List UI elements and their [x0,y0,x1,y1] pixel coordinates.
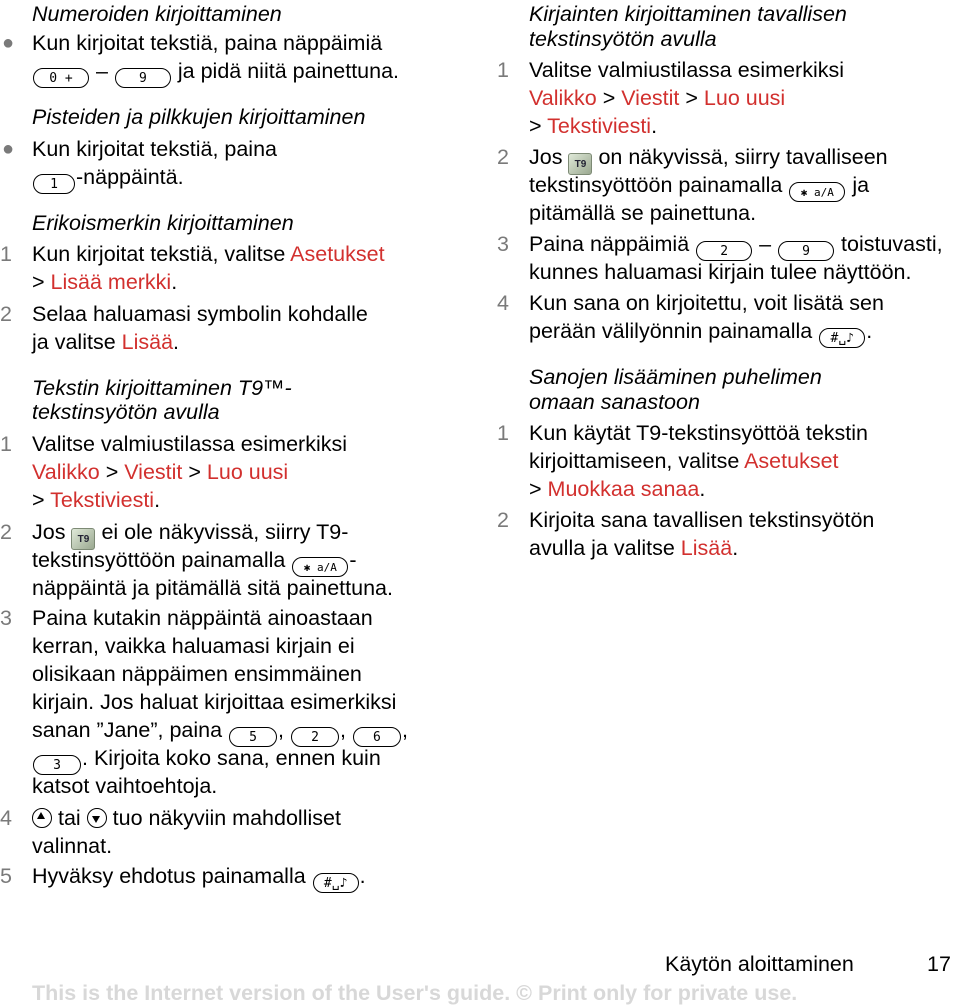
bullet-icon: ● [2,138,15,160]
heading-dictionary-2: omaan sanastoon [529,390,700,414]
special-step-1-cont: > Lisää merkki. [32,270,178,294]
t9-step-4-cont: valinnat. [32,834,113,858]
t9-icon: T9 [71,528,95,550]
dictionary-step-1-b: kirjoittamiseen, valitse [529,449,740,473]
step-number: 1 [497,421,509,445]
step-number: 2 [0,302,12,326]
special-step-2: Selaa haluamasi symbolin kohdalle [32,302,368,326]
t9-step-1-menu: Valikko > Viestit > Luo uusi [32,460,289,484]
t9-step-3-l4: kirjain. Jos haluat kirjoittaa esimerkiksi [32,690,397,714]
dictionary-step-1-menu: > Muokkaa sanaa. [529,477,706,501]
heading-punctuation: Pisteiden ja pilkkujen kirjoittaminen [32,105,366,129]
heading-special-chars: Erikoismerkin kirjoittaminen [32,211,294,235]
step-number: 3 [497,232,509,256]
multitap-step-1-menu-cont: > Tekstiviesti. [529,114,658,138]
t9-step-3-l7: katsot vaihtoehtoja. [32,774,218,798]
dictionary-step-1: Kun käytät T9-tekstinsyöttöä tekstin [529,421,868,445]
menu-luo-uusi: Luo uusi [206,460,289,484]
menu-viestit: Viestit [621,86,680,110]
punctuation-bullet-text: Kun kirjoitat tekstiä, paina [32,137,277,161]
multitap-step-3-b: toistuvasti, [841,232,943,256]
heading-multitap-1: Kirjainten kirjoittaminen tavallisen [529,2,847,26]
menu-lisaa: Lisää [121,330,174,354]
multitap-step-2-b: on näkyvissä, siirry tavalliseen [598,145,888,169]
t9-step-4-a: tai [57,806,81,830]
t9-step-5-text: Hyväksy ehdotus painamalla [32,864,306,888]
t9-icon: T9 [568,153,592,175]
punctuation-bullet-keys [32,163,184,194]
menu-asetukset: Asetukset [290,242,385,266]
key-9-icon: 9 [115,68,171,88]
multitap-step-2-d: ja [852,173,870,197]
star-key-icon: ✱ a/A [292,557,348,577]
nav-down-icon [87,808,107,828]
t9-step-2-c: tekstinsyöttöön painamalla [32,548,286,572]
menu-tekstiviesti: Tekstiviesti [547,114,652,138]
watermark: This is the Internet version of the User's guide. © Print only for private use. [32,981,798,1005]
t9-step-2-d: näppäintä ja pitämällä sitä painettuna. [32,576,393,600]
t9-step-2-a: Jos [32,520,66,544]
step-number: 2 [497,508,509,532]
numbers-bullet-tail: ja pidä niitä painettuna. [177,59,400,83]
t9-step-2-b: ei ole näkyvissä, siirry T9- [101,520,349,544]
menu-tekstiviesti: Tekstiviesti [50,488,155,512]
multitap-step-2-e: pitämällä se painettuna. [529,201,757,225]
special-step-1 [32,240,385,268]
multitap-step-3-c: kunnes haluamasi kirjain tulee näyttöön. [529,260,912,284]
hash-key-icon: #␣♪ [313,873,359,893]
menu-muokkaa-sanaa: Muokkaa sanaa [547,477,700,501]
key-2-icon: 2 [696,241,752,261]
menu-asetukset: Asetukset [744,449,839,473]
step-number: 2 [0,520,12,544]
heading-t9-1: Tekstin kirjoittaminen T9™- [32,376,292,400]
page-number: 17 [927,952,951,976]
multitap-step-1-menu: Valikko > Viestit > Luo uusi [529,86,786,110]
special-step-2-cont: ja valitse Lisää. [32,330,180,354]
key-9-icon: 9 [778,241,834,261]
t9-step-3-l6 [32,744,381,775]
numbers-bullet-text: Kun kirjoitat tekstiä, paina näppäimiä [32,31,383,55]
menu-lisaa: Lisää [680,536,733,560]
menu-valikko: Valikko [529,86,597,110]
step-number: 2 [497,145,509,169]
numbers-bullet-keys: 0 + – 9 ja pidä niitä painettuna. [32,57,399,88]
nav-up-icon [32,808,52,828]
t9-step-3-l6-text: . Kirjoita koko sana, ennen kuin [82,746,381,770]
menu-viestit: Viestit [124,460,183,484]
dictionary-step-2: Kirjoita sana tavallisen tekstinsyötön [529,508,875,532]
multitap-step-1: Valitse valmiustilassa esimerkiksi [529,58,845,82]
step-number: 4 [0,806,12,830]
t9-step-3-l3: olisikaan näppäimen ensimmäinen [32,662,362,686]
dictionary-step-2-cont: avulla ja valitse Lisää. [529,536,739,560]
special-step-1-text: Kun kirjoitat tekstiä, valitse [32,242,286,266]
t9-step-1-menu-cont: > Tekstiviesti. [32,488,161,512]
multitap-step-2-c: tekstinsyöttöön painamalla [529,173,783,197]
special-step-2-text: ja valitse [32,330,116,354]
t9-step-5: Hyväksy ehdotus painamalla #␣♪ . [32,864,366,891]
t9-step-1: Valitse valmiustilassa esimerkiksi [32,432,348,456]
multitap-step-4: Kun sana on kirjoitettu, voit lisätä sen [529,291,884,315]
key-0-icon: 0 + [33,68,89,88]
t9-step-2-cont: tekstinsyöttöön painamalla ✱ a/A - [32,546,357,577]
t9-step-4-b: tuo näkyviin mahdolliset [112,806,341,830]
t9-step-4 [32,804,341,832]
heading-multitap-2: tekstinsyötön avulla [529,27,717,51]
multitap-step-2-cont [529,171,869,202]
key-5-icon: 5 [229,727,277,747]
bullet-icon: ● [2,32,15,54]
menu-luo-uusi: Luo uusi [703,86,786,110]
step-number: 3 [0,606,12,630]
key-2-icon: 2 [291,727,339,747]
t9-step-3-l2: kerran, vaikka haluamasi kirjain ei [32,634,355,658]
menu-valikko: Valikko [32,460,100,484]
dictionary-step-2-b: avulla ja valitse [529,536,675,560]
heading-numbers: Numeroiden kirjoittaminen [32,2,282,26]
step-number: 4 [497,291,509,315]
key-3-icon: 3 [33,755,81,775]
key-1-icon: 1 [33,174,75,194]
multitap-step-4-b: perään välilyönnin painamalla [529,319,813,343]
step-number: 1 [0,242,12,266]
menu-lisaa-merkki: Lisää merkki [50,270,172,294]
heading-dictionary-1: Sanojen lisääminen puhelimen [529,365,822,389]
multitap-step-3-a: Paina näppäimiä [529,232,690,256]
multitap-step-3: Paina näppäimiä 2 – 9 toistuvasti, [529,232,943,259]
dictionary-step-1-cont [529,447,839,475]
step-number: 5 [0,864,12,888]
step-number: 1 [0,432,12,456]
step-number: 1 [497,58,509,82]
t9-step-3-l5: sanan ”Jane”, paina 5 , 2 , 6 , [32,718,408,745]
punctuation-bullet-tail: -näppäintä. [76,165,184,189]
key-6-icon: 6 [353,727,401,747]
t9-step-3-l1: Paina kutakin näppäintä ainoastaan [32,606,373,630]
star-key-icon: ✱ a/A [789,182,845,202]
t9-step-3-l5-text: sanan ”Jane”, paina [32,718,223,742]
multitap-step-2-a: Jos [529,145,563,169]
heading-t9-2: tekstinsyötön avulla [32,400,220,424]
footer-section-title: Käytön aloittaminen [665,952,854,976]
multitap-step-4-cont: perään välilyönnin painamalla #␣♪ . [529,319,873,346]
hash-key-icon: #␣♪ [819,328,865,348]
